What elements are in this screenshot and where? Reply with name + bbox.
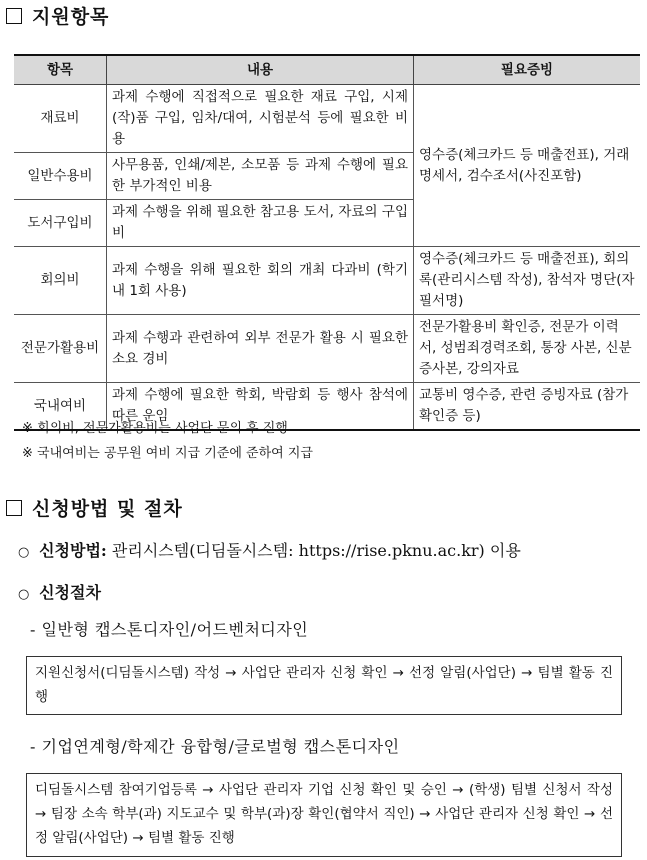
flow-box-industry: 디딤돌시스템 참여기업등록 → 사업단 관리자 기업 신청 확인 및 승인 → (학생) 팀별 신청서 작성 → 팀장 소속 학부(과) 지도교수 및 학부(과)장 확인(협약서 직인) → 사업단 관리자 신청 확인 → 선정 알림(사업단) → 팀별 활동 진행 <box>26 773 622 857</box>
checkbox-square-icon <box>6 500 22 516</box>
content-cell: 과제 수행에 직접적으로 필요한 재료 구입, 시제(작)품 구입, 임차/대여, 시험분석 등에 필요한 비용 <box>107 85 414 153</box>
table-header-row <box>14 55 640 85</box>
content-cell: 과제 수행에 필요한 학회, 박람회 등 행사 참석에 따른 운임 <box>107 383 414 431</box>
flow-box-general: 지원신청서(디딤돌시스템) 작성 → 사업단 관리자 신청 확인 → 선정 알림(사업단) → 팀별 활동 진행 <box>26 656 622 715</box>
circle-bullet-icon: ○ <box>18 545 30 560</box>
method-text: 관리시스템(디딤돌시스템: https://rise.pknu.ac.kr) 이용 <box>111 541 521 560</box>
item-cell: 국내여비 <box>14 383 107 431</box>
content-cell: 과제 수행과 관련하여 외부 전문가 활용 시 필요한 소요 경비 <box>107 315 414 383</box>
section-title-application: 신청방법 및 절차 <box>6 494 183 521</box>
type-industry-label: - 기업연계형/학제간 융합형/글로벌형 캡스톤디자인 <box>30 737 400 756</box>
support-items-table <box>14 54 640 431</box>
table-row <box>14 315 640 383</box>
header-proof: 필요증빙 <box>414 55 641 85</box>
type-general-label: - 일반형 캡스톤디자인/어드벤처디자인 <box>30 620 309 639</box>
proof-cell: 영수증(체크카드 등 매출전표), 회의록(관리시스템 작성), 참석자 명단(자필서명) <box>414 247 641 315</box>
application-procedure <box>18 580 101 603</box>
table-row <box>14 247 640 315</box>
content-cell: 과제 수행을 위해 필요한 회의 개최 다과비 (학기내 1회 사용) <box>107 247 414 315</box>
note-meeting-expert: ※ 회의비, 전문가활용비는 사업단 문의 후 진행 <box>22 421 288 436</box>
item-cell: 회의비 <box>14 247 107 315</box>
content-cell: 과제 수행을 위해 필요한 참고용 도서, 자료의 구입비 <box>107 200 414 247</box>
item-cell: 재료비 <box>14 85 107 153</box>
proof-cell: 전문가활용비 확인증, 전문가 이력서, 성범죄경력조회, 통장 사본, 신분증사본, 강의자료 <box>414 315 641 383</box>
table-row <box>14 85 640 153</box>
item-cell: 일반수용비 <box>14 153 107 200</box>
header-content: 내용 <box>107 55 414 85</box>
application-method <box>18 538 521 561</box>
note-travel: ※ 국내여비는 공무원 여비 지급 기준에 준하여 지급 <box>22 446 313 461</box>
section-title-support-items: 지원항목 <box>6 2 109 29</box>
method-label: 신청방법: <box>39 541 107 560</box>
proof-cell: 영수증(체크카드 등 매출전표), 거래명세서, 검수조서(사진포함) <box>414 85 641 247</box>
header-item: 항목 <box>14 55 107 85</box>
content-cell: 사무용품, 인쇄/제본, 소모품 등 과제 수행에 필요한 부가적인 비용 <box>107 153 414 200</box>
item-cell: 전문가활용비 <box>14 315 107 383</box>
proof-cell: 교통비 영수증, 관련 증빙자료 (참가확인증 등) <box>414 383 641 431</box>
procedure-label: 신청절차 <box>39 583 101 602</box>
item-cell: 도서구입비 <box>14 200 107 247</box>
circle-bullet-icon: ○ <box>18 587 30 602</box>
checkbox-square-icon <box>6 8 22 24</box>
